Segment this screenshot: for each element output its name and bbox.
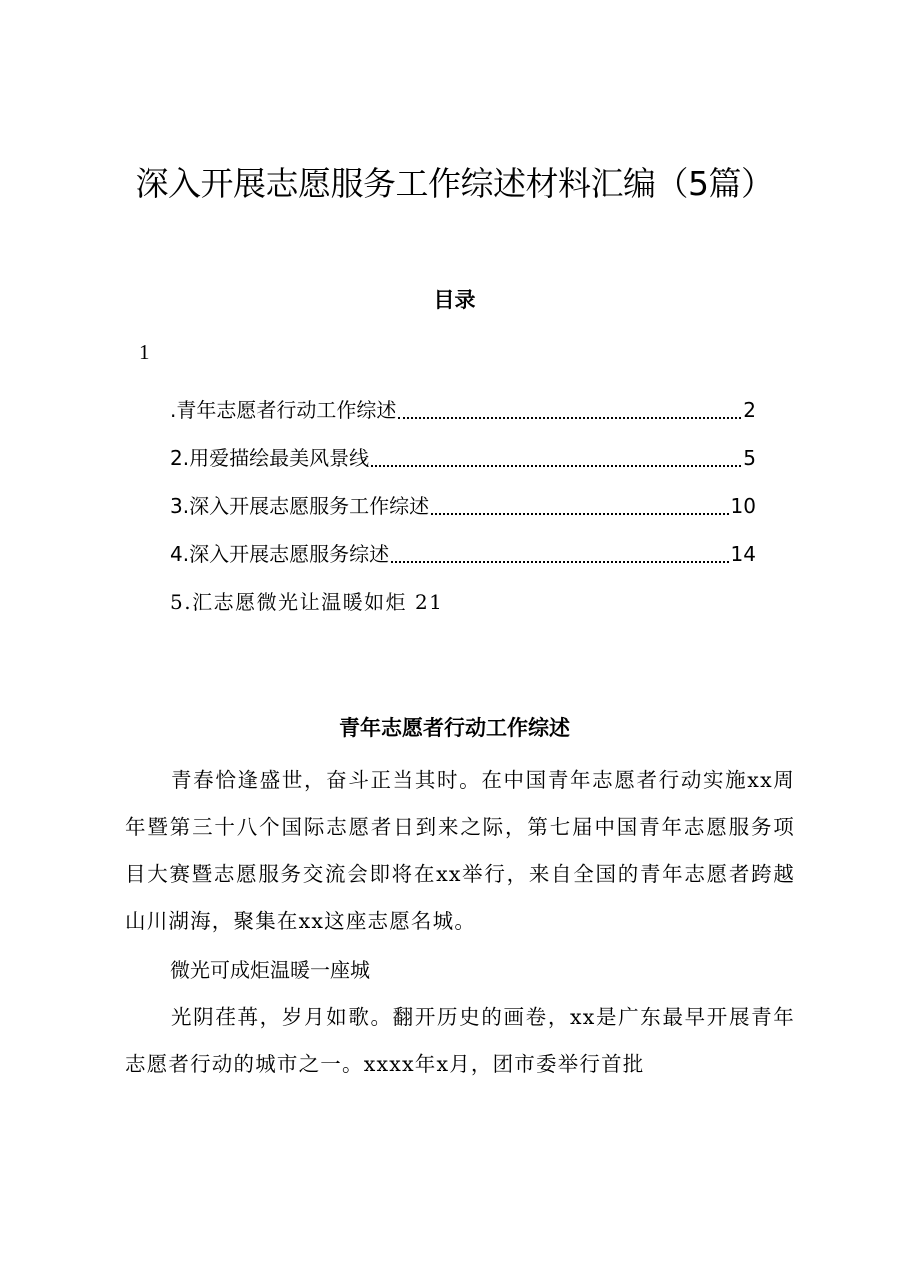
- toc-leading-number: 1: [139, 340, 150, 364]
- body-paragraph: 光阴荏苒，岁月如歌。翻开历史的画卷，xx是广东最早开展青年志愿者行动的城市之一。xxxx年x月，团市委举行首批: [125, 1005, 795, 1076]
- toc-entry-text: .青年志愿者行动工作综述: [170, 398, 397, 422]
- toc-entry-page: 14: [730, 542, 756, 566]
- toc-entry-text: 5.汇志愿微光让温暖如炬 21: [170, 590, 444, 614]
- toc-entry-text: 2.用爱描绘最美风景线: [170, 446, 370, 470]
- toc-entry-page: 10: [730, 494, 756, 518]
- toc-dot-leader: [371, 464, 741, 467]
- body-paragraph: 青春恰逢盛世，奋斗正当其时。在中国青年志愿者行动实施xx周年暨第三十八个国际志愿者日到来之际，第七届中国青年志愿服务项目大赛暨志愿服务交流会即将在xx举行，来自全国的青年志愿者跨越山川湖海，聚集在xx这座志愿名城。: [125, 768, 795, 933]
- toc-entry-5[interactable]: [170, 572, 756, 620]
- toc-entry-2[interactable]: [170, 428, 756, 476]
- toc-entry-page: 2: [743, 398, 756, 422]
- toc-heading: 目录: [433, 287, 476, 312]
- toc-dot-leader: [431, 512, 728, 515]
- toc-dot-leader: [398, 416, 741, 419]
- toc-entry-4[interactable]: [170, 524, 756, 572]
- toc-entry-1[interactable]: [170, 380, 756, 428]
- toc-entry-text: 3.深入开展志愿服务工作综述: [170, 494, 430, 518]
- toc-entry-3[interactable]: [170, 476, 756, 524]
- section-subheading: 微光可成炬温暖一座城: [170, 958, 370, 982]
- toc-entry-page: 5: [743, 446, 756, 470]
- table-of-contents: [170, 380, 756, 620]
- section-title: 青年志愿者行动工作综述: [339, 715, 570, 740]
- toc-entry-text: 4.深入开展志愿服务综述: [170, 542, 390, 566]
- document-title: 深入开展志愿服务工作综述材料汇编（5篇）: [135, 164, 774, 203]
- toc-dot-leader: [391, 560, 728, 563]
